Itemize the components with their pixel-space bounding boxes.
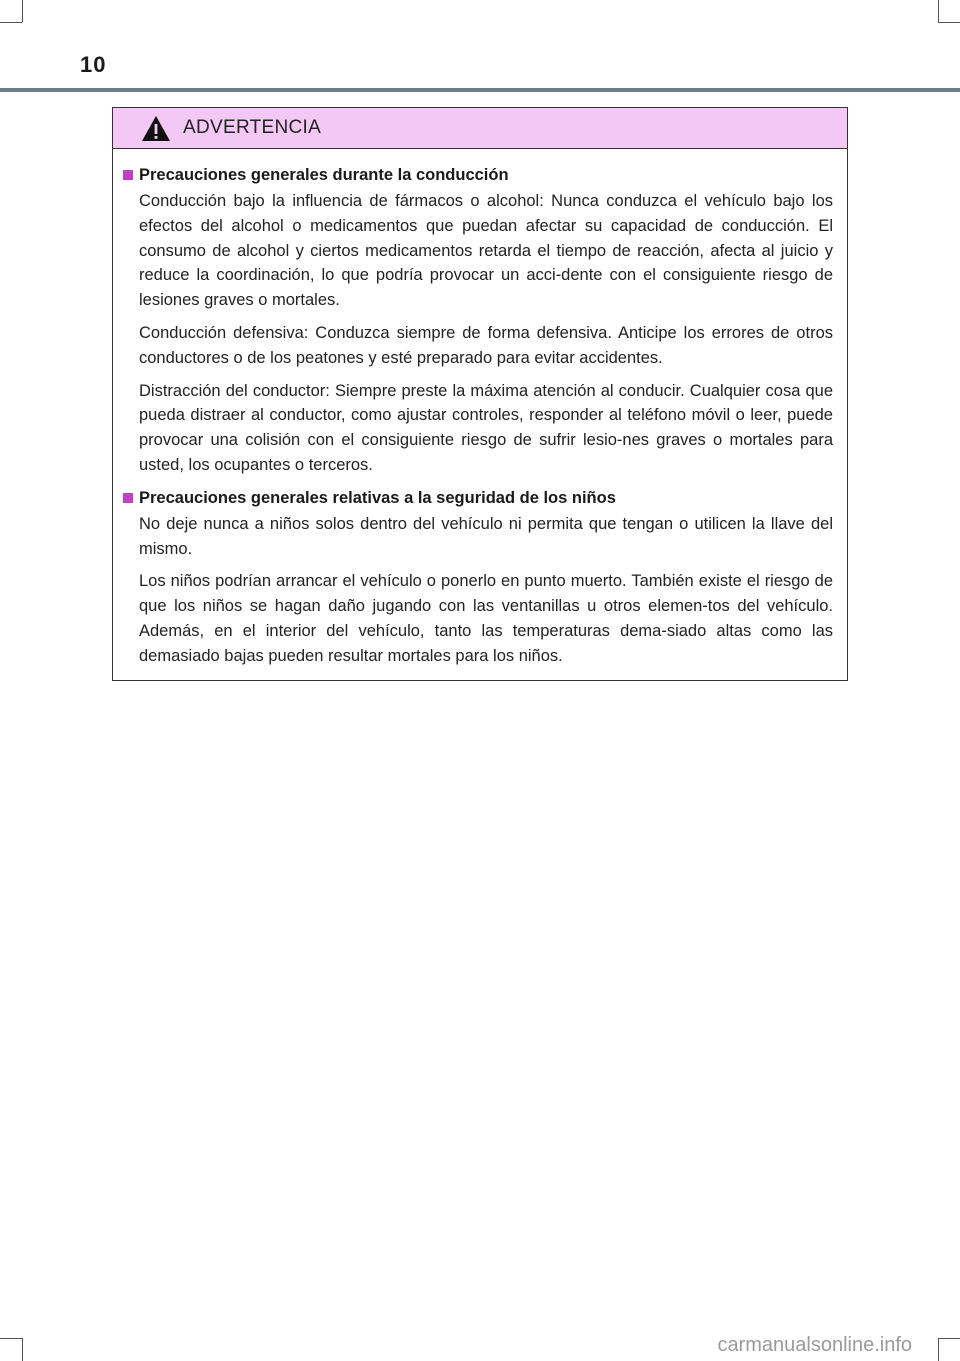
paragraph: No deje nunca a niños solos dentro del vehículo ni permita que tengan o utilicen la llave del mismo.	[139, 514, 833, 558]
section-heading	[123, 486, 833, 510]
crop-mark	[0, 1338, 22, 1339]
warning-triangle-icon	[141, 115, 171, 142]
warning-header	[113, 108, 847, 149]
square-bullet-icon	[123, 170, 133, 180]
square-bullet-icon	[123, 493, 133, 503]
crop-mark	[938, 22, 960, 23]
section-heading-text: Precauciones generales durante la conducción	[139, 166, 509, 184]
paragraph: Distracción del conductor: Siempre preste la máxima atención al conducir. Cualquier cosa que pueda distraer al conductor, como ajustar controles, responder al teléfono móvil o leer, puede provocar una colisión con el consiguiente riesgo de sufrir lesio-nes graves o mortales para usted, los ocupantes o terceros.	[139, 381, 833, 474]
paragraph: Conducción defensiva: Conduzca siempre de forma defensiva. Anticipe los errores de otros conductores o de los peatones y esté preparado para evitar accidentes.	[139, 323, 833, 367]
watermark: carmanualsonline.info	[717, 1334, 912, 1356]
crop-mark	[0, 22, 22, 23]
crop-mark	[938, 0, 939, 22]
paragraph: Conducción bajo la influencia de fármacos o alcohol: Nunca conduzca el vehículo bajo los efectos del alcohol o medicamentos que puedan afectar su capacidad de conducción. El consumo de alcohol y ciertos medicamentos retarda el tiempo de reacción, afecta al juicio y reduce la coordinación, lo que podría provocar un acci-dente con el consiguiente riesgo de lesiones graves o mortales.	[139, 192, 833, 310]
crop-mark	[22, 1338, 23, 1361]
warning-body	[113, 149, 847, 669]
crop-mark	[22, 0, 23, 22]
section-heading-text: Precauciones generales relativas a la seguridad de los niños	[139, 488, 616, 507]
section-heading	[123, 163, 833, 187]
page-number: 10	[80, 52, 107, 77]
warning-title: ADVERTENCIA	[183, 117, 322, 138]
crop-mark	[938, 1338, 939, 1361]
crop-mark	[938, 1338, 960, 1339]
header-rule	[0, 88, 960, 92]
paragraph: Los niños podrían arrancar el vehículo o ponerlo en punto muerto. También existe el riesgo de que los niños se hagan daño jugando con las ventanillas u otros elemen-tos del vehículo. Además, en el interior del vehículo, tanto las temperaturas dema-siado altas como las demasiado bajas pueden resultar mortales para los niños.	[139, 572, 833, 665]
warning-box	[112, 107, 848, 681]
